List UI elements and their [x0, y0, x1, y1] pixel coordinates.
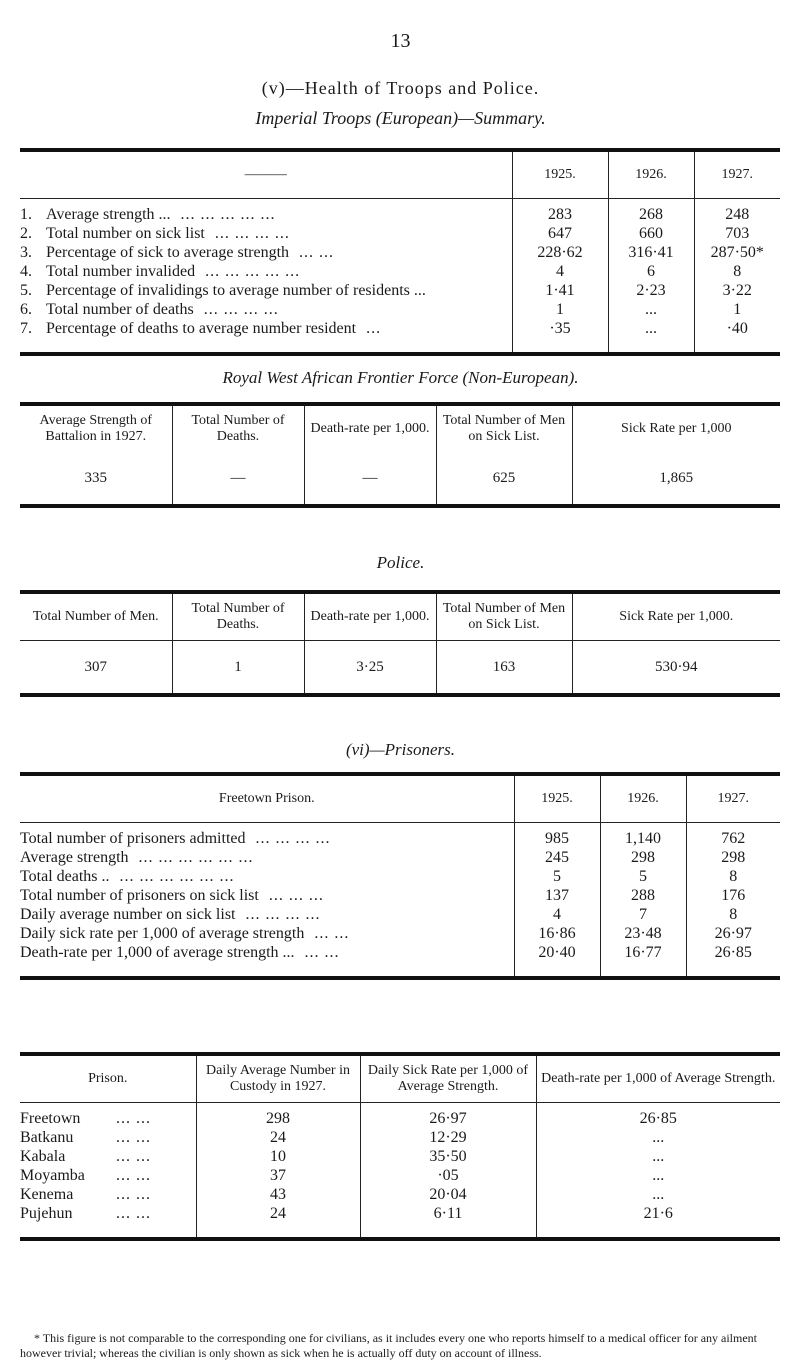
- row-index: 2.: [20, 225, 32, 242]
- table-cell: 762: [686, 823, 780, 849]
- table-cell: 703: [694, 224, 780, 243]
- table-row: [20, 1103, 780, 1129]
- table-cell: 5: [514, 867, 600, 886]
- row-label: [20, 886, 514, 905]
- row-label: [20, 823, 514, 849]
- table-cell: 298: [600, 848, 686, 867]
- table-cell: 24: [196, 1204, 360, 1239]
- police-value: 530·94: [572, 641, 780, 696]
- row-label: [20, 867, 514, 886]
- table-cell: 43: [196, 1185, 360, 1204]
- row-index: 7.: [20, 320, 32, 337]
- rwaff-value: 1,865: [572, 452, 780, 506]
- prison-name-cell: [20, 1204, 196, 1239]
- table-row: [20, 924, 780, 943]
- table-cell: 35·50: [360, 1147, 536, 1166]
- table-cell: 298: [196, 1103, 360, 1129]
- row-leader-dots: ... ... ... ... ... ...: [138, 849, 254, 866]
- year-header: 1925.: [514, 774, 600, 823]
- table-cell: ...: [536, 1166, 780, 1185]
- row-leader-dots: ... ...: [116, 1148, 151, 1165]
- table-cell: 5: [600, 867, 686, 886]
- prison-name: Moyamba: [20, 1167, 85, 1184]
- row-label: [20, 943, 514, 978]
- prisons-table: [20, 1052, 780, 1241]
- table-cell: ...: [536, 1185, 780, 1204]
- freetown-prison-table: [20, 772, 780, 980]
- police-table: [20, 590, 780, 697]
- row-label-text: Daily sick rate per 1,000 of average strength: [20, 925, 305, 942]
- prison-name: Kabala: [20, 1148, 66, 1165]
- table-cell: 20·04: [360, 1185, 536, 1204]
- table-cell: 10: [196, 1147, 360, 1166]
- table-cell: 316·41: [608, 243, 694, 262]
- table-row: [20, 319, 780, 354]
- police-header: Total Number of Men.: [32, 609, 159, 624]
- row-leader-dots: ... ...: [116, 1167, 151, 1184]
- row-label-text: Average strength ...: [46, 206, 171, 223]
- police-value: 307: [84, 658, 107, 675]
- row-leader-dots: ... ... ... ... ...: [180, 206, 276, 223]
- row-index: 5.: [20, 282, 32, 299]
- table-cell: ...: [536, 1147, 780, 1166]
- table-row: [20, 823, 780, 849]
- section-vi-heading: [0, 740, 801, 760]
- row-label-text: Death-rate per 1,000 of average strength ...: [20, 944, 295, 961]
- row-label: [20, 262, 512, 281]
- prison-name-cell: [20, 1147, 196, 1166]
- rwaff-header: Sick Rate per 1,000: [572, 404, 780, 452]
- table-row: [20, 1204, 780, 1239]
- rwaff-header: Total Number of Men on Sick List.: [436, 404, 572, 452]
- section-v-heading: (v)—Health of Troops and Police.: [261, 78, 540, 98]
- table-cell: ·35: [512, 319, 608, 354]
- police-caption: Police.: [376, 553, 425, 572]
- row-leader-dots: ... ... ... ...: [255, 830, 331, 847]
- prison-name-cell: [20, 1128, 196, 1147]
- table-cell: 16·77: [600, 943, 686, 978]
- table-cell: 23·48: [600, 924, 686, 943]
- table-row: [20, 1166, 780, 1185]
- table-cell: 8: [686, 867, 780, 886]
- table-cell: 3·22: [694, 281, 780, 300]
- table-row: [20, 886, 780, 905]
- table-cell: 8: [686, 905, 780, 924]
- row-leader-dots: ... ...: [299, 244, 335, 261]
- prison-name-cell: [20, 1103, 196, 1129]
- row-leader-dots: ... ... ... ... ...: [205, 263, 301, 280]
- row-leader-dots: ... ... ... ...: [214, 225, 290, 242]
- table-row: [20, 1128, 780, 1147]
- table-cell: 21·6: [536, 1204, 780, 1239]
- table-cell: 660: [608, 224, 694, 243]
- table-corner: Freetown Prison.: [20, 774, 514, 823]
- row-label-text: Daily average number on sick list: [20, 906, 236, 923]
- footnote: * This figure is not comparable to the corresponding one for civilians, as it includes every one who reports himself to a medical officer for any ailment however trivial; whereas the civilian is only shown as sick when he is actually off duty on account of illness.: [20, 1331, 758, 1360]
- row-label-text: Percentage of invalidings to average number of residents ...: [46, 282, 426, 299]
- table-cell: 245: [514, 848, 600, 867]
- table-cell: 248: [694, 199, 780, 225]
- police-header: Total Number of Deaths.: [172, 592, 304, 641]
- table-cell: ...: [536, 1128, 780, 1147]
- year-header: 1926.: [600, 774, 686, 823]
- table-corner: ———: [20, 150, 512, 199]
- row-label: [20, 319, 512, 354]
- row-leader-dots: ... ...: [304, 944, 340, 961]
- prison-name: Batkanu: [20, 1129, 74, 1146]
- rwaff-value: 625: [436, 452, 572, 506]
- year-header: 1927.: [686, 774, 780, 823]
- table-cell: ·05: [360, 1166, 536, 1185]
- table-cell: 1,140: [600, 823, 686, 849]
- rwaff-value: 335: [84, 469, 107, 486]
- row-label: [20, 199, 512, 225]
- table-row: [20, 1147, 780, 1166]
- year-header: 1927.: [694, 150, 780, 199]
- table-cell: 287·50*: [694, 243, 780, 262]
- row-leader-dots: ... ... ... ... ... ...: [119, 868, 235, 885]
- row-index: 4.: [20, 263, 32, 280]
- table-cell: 1: [512, 300, 608, 319]
- prisons-header: Daily Average Number in Custody in 1927.: [196, 1054, 360, 1103]
- table-row: [20, 1185, 780, 1204]
- table-cell: 20·40: [514, 943, 600, 978]
- table-row: [20, 943, 780, 978]
- row-leader-dots: ... ... ... ...: [203, 301, 279, 318]
- section-v-subheading: Imperial Troops (European)—Summary.: [255, 108, 546, 128]
- row-leader-dots: ... ...: [116, 1129, 151, 1146]
- prisons-header: Prison.: [20, 1054, 196, 1103]
- row-label-text: Total number invalided: [46, 263, 196, 280]
- rwaff-header: Death-rate per 1,000.: [304, 404, 436, 452]
- table-cell: 26·97: [686, 924, 780, 943]
- row-label-text: Total deaths ..: [20, 868, 110, 885]
- row-leader-dots: ...: [366, 320, 382, 337]
- table-row: [20, 848, 780, 867]
- table-cell: 268: [608, 199, 694, 225]
- page-number: 13: [390, 30, 411, 52]
- section-vi-heading-text: (vi)—Prisoners.: [345, 740, 456, 759]
- table-row: [20, 199, 780, 225]
- table-cell: ·40: [694, 319, 780, 354]
- year-header: 1926.: [608, 150, 694, 199]
- rwaff-caption: Royal West African Frontier Force (Non-European).: [222, 368, 579, 387]
- row-label: [20, 905, 514, 924]
- table-cell: 6·11: [360, 1204, 536, 1239]
- row-index: 3.: [20, 244, 32, 261]
- table-cell: 985: [514, 823, 600, 849]
- table-cell: 26·97: [360, 1103, 536, 1129]
- table-cell: 1·41: [512, 281, 608, 300]
- prisons-header: Daily Sick Rate per 1,000 of Average Strength.: [360, 1054, 536, 1103]
- rwaff-header: Average Strength of Battalion in 1927.: [39, 413, 152, 444]
- row-label-text: Total number of deaths: [46, 301, 194, 318]
- table-cell: 228·62: [512, 243, 608, 262]
- table-cell: 4: [514, 905, 600, 924]
- table-cell: ...: [608, 300, 694, 319]
- table-cell: 4: [512, 262, 608, 281]
- police-header: Death-rate per 1,000.: [304, 592, 436, 641]
- police-header: Sick Rate per 1,000.: [572, 592, 780, 641]
- row-label-text: Total number of prisoners admitted: [20, 830, 246, 847]
- table-cell: 37: [196, 1166, 360, 1185]
- row-label-text: Percentage of sick to average strength: [46, 244, 290, 261]
- prison-name: Pujehun: [20, 1205, 73, 1222]
- police-header: Total Number of Men on Sick List.: [436, 592, 572, 641]
- table-row: [20, 262, 780, 281]
- row-label-text: Percentage of deaths to average number resident: [46, 320, 357, 337]
- table-cell: 12·29: [360, 1128, 536, 1147]
- table-cell: 137: [514, 886, 600, 905]
- rwaff-header: Total Number of Deaths.: [172, 404, 304, 452]
- table-cell: 647: [512, 224, 608, 243]
- prison-name: Kenema: [20, 1186, 74, 1203]
- row-index: 1.: [20, 206, 32, 223]
- table-cell: 298: [686, 848, 780, 867]
- table-cell: 8: [694, 262, 780, 281]
- prison-name-cell: [20, 1185, 196, 1204]
- table-row: [20, 300, 780, 319]
- row-label: [20, 224, 512, 243]
- row-label: [20, 281, 512, 300]
- table-cell: 1: [694, 300, 780, 319]
- table-cell: 26·85: [686, 943, 780, 978]
- row-label-text: Total number on sick list: [46, 225, 205, 242]
- police-value: 3·25: [304, 641, 436, 696]
- table-row: [20, 224, 780, 243]
- table-row: [20, 243, 780, 262]
- row-label-text: Average strength: [20, 849, 129, 866]
- row-label: [20, 848, 514, 867]
- rwaff-table: [20, 402, 780, 508]
- row-index: 6.: [20, 301, 32, 318]
- rwaff-value: —: [304, 452, 436, 506]
- prison-name: Freetown: [20, 1110, 81, 1127]
- row-leader-dots: ... ... ... ...: [245, 906, 321, 923]
- prisons-header: Death-rate per 1,000 of Average Strength.: [536, 1054, 780, 1103]
- table-cell: 6: [608, 262, 694, 281]
- prison-name-cell: [20, 1166, 196, 1185]
- table-cell: 7: [600, 905, 686, 924]
- row-leader-dots: ... ...: [116, 1205, 151, 1222]
- row-label-text: Total number of prisoners on sick list: [20, 887, 259, 904]
- row-label: [20, 243, 512, 262]
- table-cell: ...: [608, 319, 694, 354]
- table-cell: 283: [512, 199, 608, 225]
- rwaff-value: —: [172, 452, 304, 506]
- row-label: [20, 924, 514, 943]
- police-value: 163: [436, 641, 572, 696]
- row-leader-dots: ... ...: [116, 1186, 151, 1203]
- row-label: [20, 300, 512, 319]
- table-cell: 288: [600, 886, 686, 905]
- year-header: 1925.: [512, 150, 608, 199]
- row-leader-dots: ... ...: [116, 1110, 151, 1127]
- imperial-troops-table: [20, 148, 780, 356]
- table-cell: 2·23: [608, 281, 694, 300]
- table-cell: 176: [686, 886, 780, 905]
- table-row: [20, 905, 780, 924]
- table-cell: 24: [196, 1128, 360, 1147]
- table-cell: 26·85: [536, 1103, 780, 1129]
- table-cell: 16·86: [514, 924, 600, 943]
- police-value: 1: [172, 641, 304, 696]
- table-row: [20, 867, 780, 886]
- table-row: [20, 281, 780, 300]
- row-leader-dots: ... ...: [314, 925, 350, 942]
- row-leader-dots: ... ... ...: [268, 887, 324, 904]
